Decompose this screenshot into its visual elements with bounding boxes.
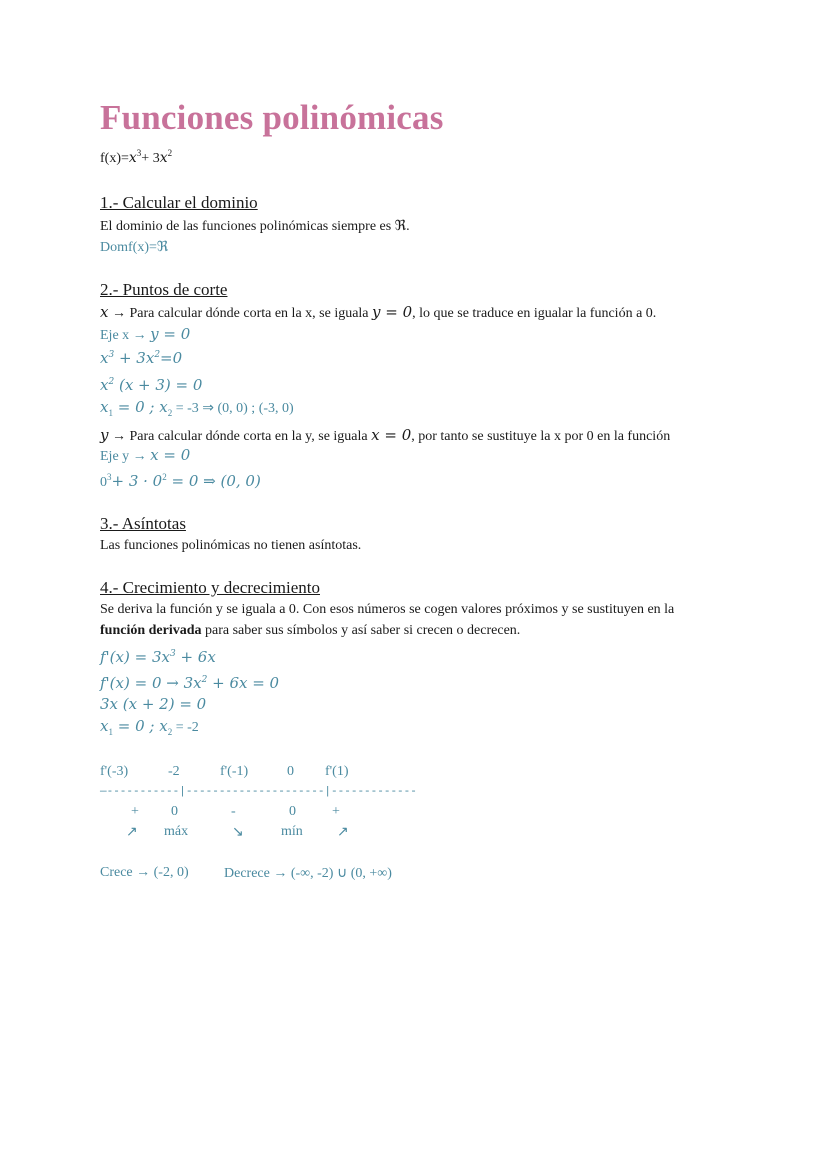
- y-intro-line: [100, 426, 670, 445]
- equation-2: [100, 376, 202, 394]
- table-top-3: 0: [287, 764, 294, 779]
- eq3-e2: 2: [162, 472, 167, 482]
- x-intro-line: [100, 303, 656, 322]
- line2-bold: función derivada: [100, 623, 202, 638]
- function-exp1: 3: [136, 148, 142, 158]
- d1-b: + 6x: [175, 648, 216, 666]
- table-arrow-up-icon-2: ↗: [337, 825, 349, 840]
- eq1-c: =0: [160, 349, 183, 367]
- function-exp2: 2: [167, 148, 173, 158]
- table-top-0: f'(-3): [100, 764, 129, 779]
- section-1-text: El dominio de las funciones polinómicas siempre es ℜ.: [100, 219, 410, 234]
- section-3-title: 3.- Asíntotas: [100, 514, 186, 533]
- table-sign-1: 0: [171, 804, 178, 819]
- sol-b: = -3: [172, 401, 199, 416]
- eje-y-eq: x = 0: [150, 446, 191, 464]
- x-intro-var: x: [100, 303, 109, 321]
- solutions-x: [100, 398, 294, 417]
- table-sign-3: 0: [289, 804, 296, 819]
- table-arrow-up-icon: ↗: [126, 825, 138, 840]
- d2-e: 2: [201, 675, 208, 685]
- eje-y-label: Eje y →: [100, 449, 147, 464]
- line2-rest: para saber sus símbolos y así saber si crecen o decrecen.: [201, 623, 521, 638]
- x-intro-b: , lo que se traduce en igualar la función a 0.: [412, 306, 657, 321]
- derivative-2: [100, 674, 279, 692]
- y-intro-var: y: [100, 426, 109, 444]
- eq1-b: + 3x: [114, 349, 155, 367]
- section-3-text: Las funciones polinómicas no tienen asíntotas.: [100, 538, 362, 553]
- sol-x2: x: [159, 398, 168, 416]
- eq2-e: 2: [108, 377, 115, 387]
- derivative-1: [100, 648, 216, 666]
- function-prefix: f(x)=: [100, 151, 129, 166]
- crece-result: Crece → (-2, 0): [100, 865, 189, 880]
- sol-a: = 0 ;: [112, 398, 160, 416]
- eje-y-line: [100, 446, 190, 465]
- eje-x-label: Eje x →: [100, 328, 147, 343]
- table-sign-0: +: [131, 804, 139, 819]
- sol-s2: 2: [167, 408, 173, 418]
- d1-a: f'(x) = 3x: [100, 648, 170, 666]
- table-arrow-down-icon: ↘: [232, 825, 244, 840]
- sol-c: ⇒ (0, 0) ; (-3, 0): [198, 401, 294, 416]
- eje-x-line: [100, 325, 190, 344]
- equation-1: [100, 349, 182, 367]
- eq3-e1: 3: [107, 472, 112, 482]
- function-base2: x: [159, 150, 168, 166]
- x-intro-eq: y = 0: [372, 303, 413, 321]
- sol-x: x: [100, 398, 109, 416]
- equation-3: [100, 472, 261, 491]
- d2-b: + 6x = 0: [207, 674, 280, 692]
- eq1-e1: 3: [108, 350, 115, 360]
- eq1-e2: 2: [154, 350, 161, 360]
- d4-x: x: [100, 717, 109, 735]
- function-definition: [100, 150, 172, 167]
- d4-s2: 2: [167, 727, 173, 737]
- function-base1: x: [128, 150, 137, 166]
- eq2-b: (x + 3) = 0: [114, 376, 203, 394]
- table-sign-4: +: [332, 804, 340, 819]
- d1-e: 3: [169, 649, 176, 659]
- section-4-line1: Se deriva la función y se iguala a 0. Con esos números se cogen valores próximos y se sustituyen en la: [100, 602, 675, 617]
- section-1-title: 1.- Calcular el dominio: [100, 193, 258, 212]
- table-top-2: f'(-1): [220, 764, 249, 779]
- eq3-b: + 3 · 0: [111, 472, 163, 490]
- section-4-title: 4.- Crecimiento y decrecimiento: [100, 578, 320, 597]
- y-intro-a: → Para calcular dónde corta en la y, se iguala: [111, 429, 368, 444]
- section-1-result: Domf(x)=ℜ: [100, 240, 169, 255]
- table-min-label: mín: [281, 824, 303, 839]
- y-intro-b: , por tanto se sustituye la x por 0 en la función: [411, 429, 671, 444]
- eq1-a: x: [100, 349, 109, 367]
- table-top-1: -2: [168, 764, 180, 779]
- y-intro-eq: x = 0: [371, 426, 412, 444]
- page-title: Funciones polinómicas: [100, 98, 444, 137]
- sol-s1: 1: [108, 408, 113, 418]
- section-4-line2: [100, 623, 520, 639]
- table-max-label: máx: [164, 824, 189, 839]
- derivative-3: 3x (x + 2) = 0: [100, 695, 207, 713]
- decrece-result: Decrece → (-∞, -2) ∪ (0, +∞): [224, 866, 392, 881]
- table-number-line: —-----------|---------------------|-------------: [100, 786, 417, 798]
- function-mid: + 3: [141, 151, 160, 166]
- d4-b: = -2: [172, 720, 199, 735]
- d4-a: = 0 ;: [112, 717, 160, 735]
- solutions-derivative: [100, 717, 199, 736]
- x-intro-a: → Para calcular dónde corta en la x, se iguala: [111, 306, 369, 321]
- table-sign-2: -: [231, 804, 236, 819]
- eje-x-eq: y = 0: [150, 325, 191, 343]
- eq2-a: x: [100, 376, 109, 394]
- table-top-4: f'(1): [325, 764, 349, 779]
- d2-a: f'(x) = 0 → 3x: [100, 674, 202, 692]
- section-2-title: 2.- Puntos de corte: [100, 280, 228, 299]
- eq3-a: 0: [100, 475, 107, 490]
- d4-x2: x: [159, 717, 168, 735]
- eq3-c: = 0 ⇒ (0, 0): [166, 472, 261, 490]
- d4-s1: 1: [108, 727, 113, 737]
